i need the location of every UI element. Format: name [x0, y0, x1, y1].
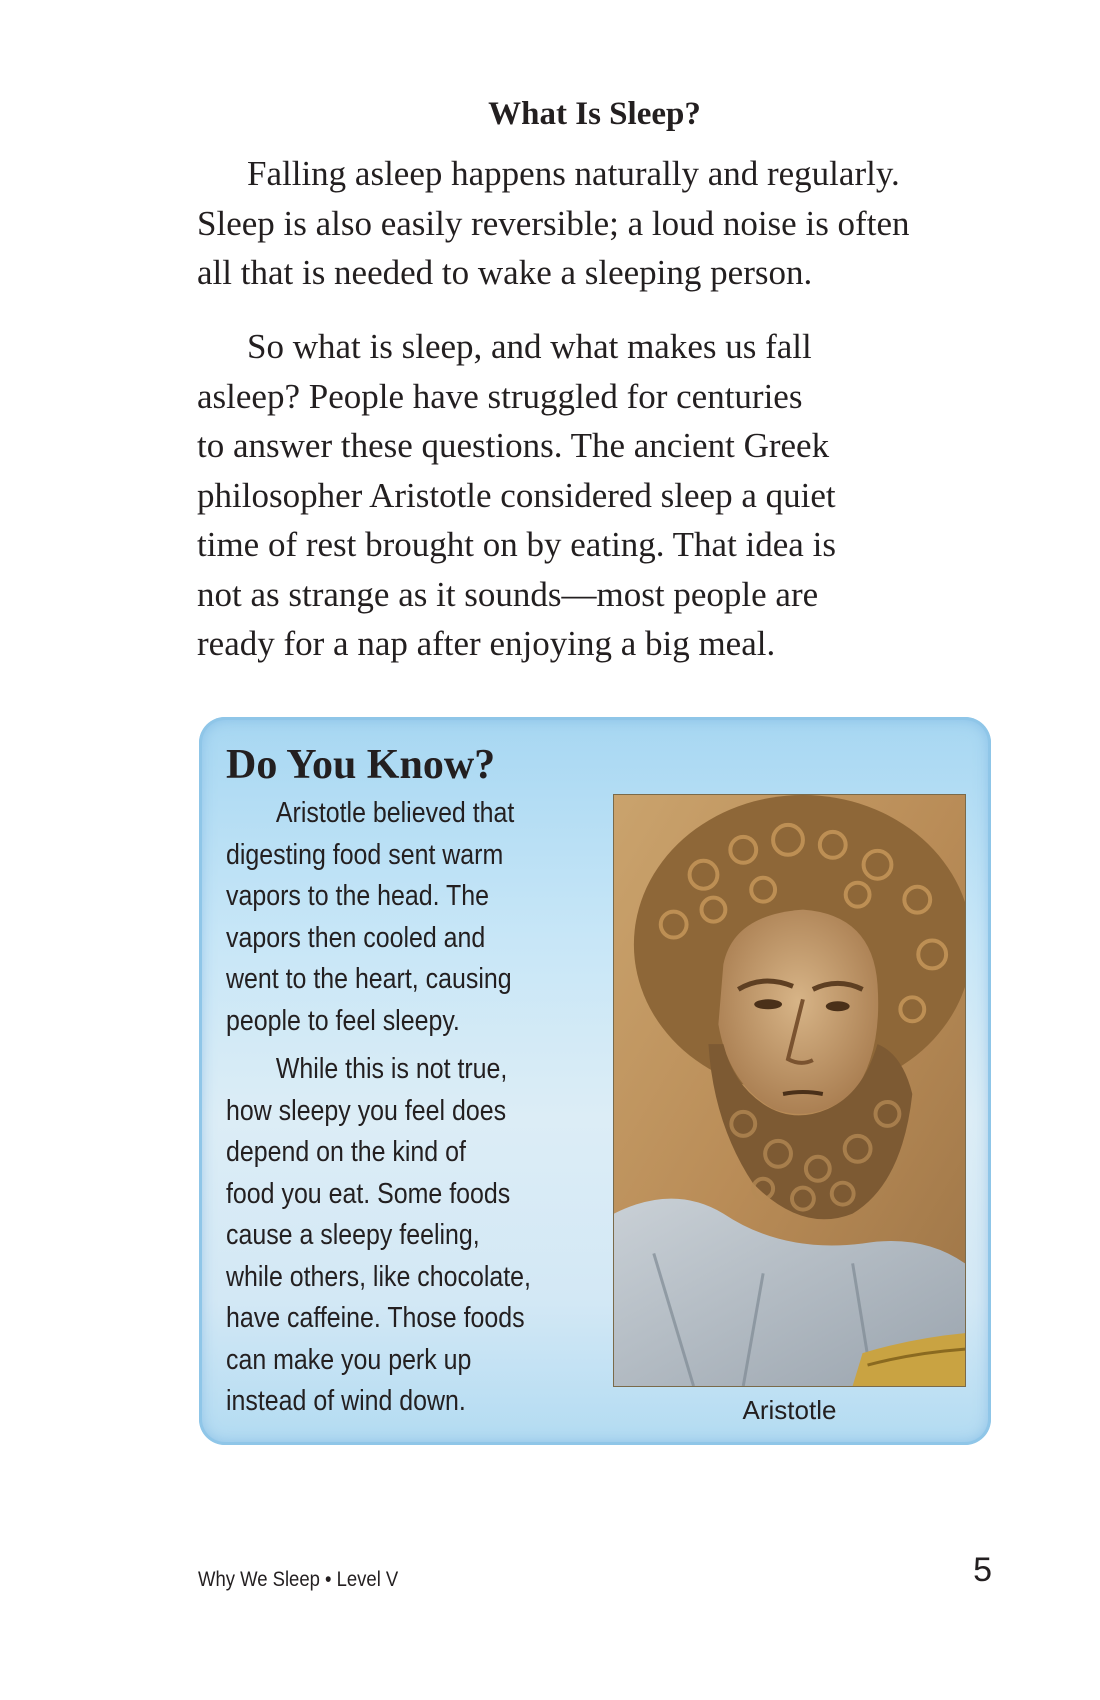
text-line: asleep? People have struggled for centuries	[197, 376, 803, 416]
text-line: how sleepy you feel does	[226, 1094, 507, 1127]
image-caption: Aristotle	[742, 1395, 837, 1425]
text-line: philosopher Aristotle considered sleep a quiet	[197, 475, 836, 515]
text-line: Sleep is also easily reversible; a loud noise is often	[197, 203, 910, 243]
text-line: went to the heart, causing	[226, 963, 512, 995]
text-line: Falling asleep happens naturally and regularly.	[247, 154, 900, 193]
text-line: have caffeine. Those foods	[226, 1302, 525, 1334]
text-line: vapors then cooled and	[226, 921, 486, 954]
book-title-footer: Why We Sleep • Level V	[198, 1568, 399, 1591]
text-line: So what is sleep, and what makes us fall	[247, 327, 812, 366]
text-line: digesting food sent warm	[226, 838, 504, 871]
text-line: while others, like chocolate,	[226, 1260, 531, 1293]
callout-paragraph-2	[226, 1049, 596, 1423]
portrait-painting	[614, 795, 965, 1386]
aristotle-portrait-image	[613, 794, 966, 1387]
body-paragraph-2	[197, 322, 997, 669]
text-line: to answer these questions. The ancient Greek	[197, 426, 830, 465]
callout-paragraph-1	[226, 793, 596, 1042]
text-line: While this is not true,	[275, 1053, 508, 1085]
text-line: not as strange as it sounds—most people are	[197, 574, 819, 614]
text-line: all that is needed to wake a sleeping person.	[197, 253, 813, 292]
do-you-know-callout	[199, 717, 991, 1445]
text-line: time of rest brought on by eating. That idea is	[197, 525, 836, 564]
text-line: vapors to the head. The	[226, 880, 489, 912]
callout-title: Do You Know?	[226, 742, 496, 788]
page-number: 5	[973, 1551, 992, 1589]
body-paragraph-1	[197, 149, 997, 298]
text-line: food you eat. Some foods	[226, 1177, 511, 1210]
text-line: ready for a nap after enjoying a big meal.	[197, 624, 776, 663]
text-line: depend on the kind of	[226, 1136, 466, 1168]
section-heading: What Is Sleep?	[488, 96, 701, 132]
text-line: cause a sleepy feeling,	[226, 1219, 480, 1251]
text-line: instead of wind down.	[226, 1385, 466, 1417]
text-line: people to feel sleepy.	[226, 1004, 460, 1037]
text-line: can make you perk up	[226, 1343, 472, 1376]
text-line: Aristotle believed that	[275, 797, 515, 829]
